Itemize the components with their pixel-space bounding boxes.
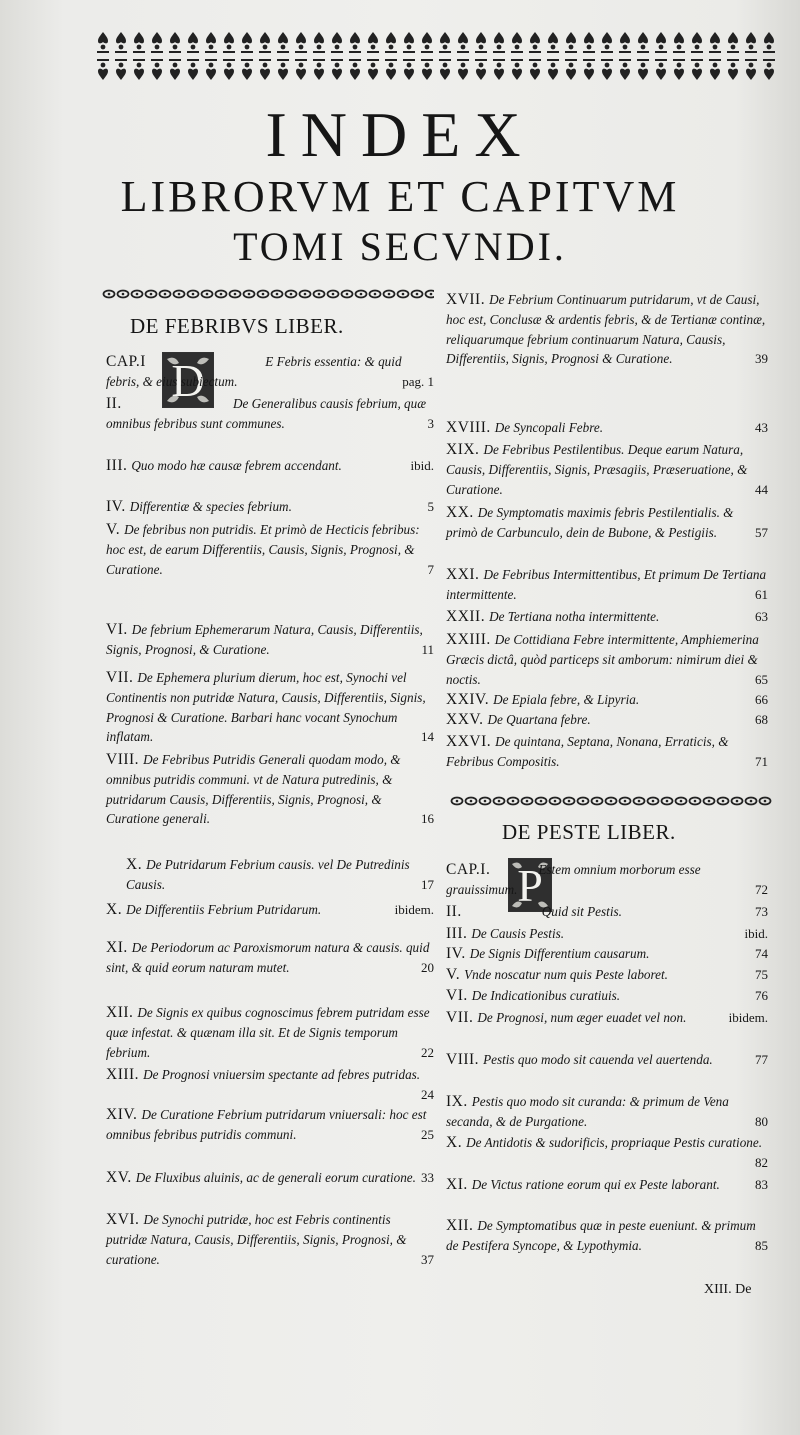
page-reference: 25 [421,1126,434,1142]
chapter-title: De Quartana febre. [487,712,591,727]
chapter-title: De Fluxibus aluinis, ac de generali eorum curatione. [135,1170,416,1185]
chapter-number: VI. [106,621,128,638]
chapter-number: XXV. [446,711,484,728]
page-reference: ibidem. [394,902,434,917]
page-reference: 83 [755,1177,768,1192]
dropcap-letter-p: P [517,859,543,911]
toc-entry [446,503,768,543]
chapter-title: De Periodorum ac Paroxismorum natura & causis. quid sint, & quid eorum naturam mutet. [106,940,430,975]
page-reference: 39 [755,351,768,367]
chapter-title: De Febribus Putridis Generali quodam modo, & omnibus putridis communi. vt de Natura putredinis, & putridarum Causis, Differentiis, Signis, Prognosi, & Curatione generali. [106,752,401,827]
chapter-title: De Differentiis Febrium Putridarum. [126,902,322,917]
chapter-title: De Syncopali Febre. [494,420,604,435]
toc-entry [446,1008,768,1028]
index-subtitle-volume: TOMI SECVNDI. [233,224,567,269]
chapter-title: Vnde noscatur num quis Peste laboret. [464,967,668,982]
page-reference: 20 [421,959,434,975]
chapter-title: E Febris essentia: & quid febris, & eius subiectum. [106,354,402,389]
page-reference: 22 [421,1044,434,1060]
toc-entry [126,855,434,895]
dropcap-letter-d: D [171,354,205,406]
chapter-title: De Putridarum Febrium causis. vel De Putredinis Causis. [126,857,410,892]
page-reference: ibid. [744,926,768,941]
toc-entry [106,668,434,747]
page-reference: 65 [755,671,768,687]
toc-entry [446,944,768,964]
toc-entry [106,1210,434,1269]
page-reference: 66 [755,692,768,707]
chapter-title: De Curatione Febrium putridarum vniuersali: hoc est omnibus febribus putridis communi. [106,1107,427,1142]
toc-entry [106,620,434,660]
chapter-title: Quo modo hæ causæ febrem accendant. [131,458,342,473]
chapter-title: De Prognosi vniuersim spectante ad febres putridas. [143,1067,421,1082]
section-title-febribus: DE FEBRIBVS LIBER. [130,314,344,338]
chapter-number: VIII. [106,751,140,768]
page-reference: 33 [421,1170,434,1185]
toc-entry [446,565,768,605]
chapter-number: II. [446,903,462,920]
chapter-number: XV. [106,1169,132,1186]
chapter-number: X. [126,856,143,873]
chapter-title: De febrium Ephemerarum Natura, Causis, Differentiis, Signis, Prognosi, & Curatione. [106,622,423,657]
toc-entry [106,1168,434,1188]
chapter-number: XXII. [446,608,486,625]
page-reference: 17 [421,876,434,892]
page-reference: 57 [755,524,768,540]
page-reference: 24 [421,1086,434,1102]
chapter-title: De Febribus Pestilentibus. Deque earum Natura, Causis, Differentiis, Signis, Præsagiis, Præseruatione, & Curatione. [446,442,748,497]
chapter-number: III. [446,925,468,942]
toc-entry [446,607,768,627]
chapter-number: XX. [446,504,474,521]
chapter-title: De Antidotis & sudorificis, propriaque Pestis curatione. [466,1135,763,1150]
chapter-title: Pestis quo modo sit cauenda vel auertenda. [483,1052,713,1067]
page-reference: 44 [755,481,768,497]
chapter-title: De Signis Differentium causarum. [469,946,650,961]
toc-entry [446,418,768,438]
chapter-title: Quid sit Pestis. [541,904,622,919]
page-reference: ibidem. [728,1010,768,1025]
page-reference: 14 [421,729,434,745]
toc-entry [446,710,768,730]
chapter-title: De febribus non putridis. Et primò de Hecticis febribus: hoc est, de earum Differentiis, Causis, Signis, Prognosi, & Curatione. [106,522,420,577]
toc-entry [446,732,768,772]
chapter-number: XI. [446,1176,468,1193]
page-reference: 11 [421,641,434,657]
toc-entry [446,440,768,499]
page-reference: 76 [755,988,768,1003]
page-reference: 80 [755,1113,768,1129]
chapter-title: De Victus ratione eorum qui ex Peste laborant. [471,1177,720,1192]
toc-entry [106,1105,434,1145]
chapter-number: CAP.I [106,353,146,370]
toc-entry [446,1050,768,1070]
chapter-title: De Febribus Intermittentibus, Et primum De Tertiana intermittente. [446,567,767,602]
toc-entry [446,1092,768,1132]
ornament-divider-left [102,289,434,299]
page-reference: 5 [427,499,434,514]
toc-entry [446,965,768,985]
chapter-title: De Indicationibus curatiuis. [471,988,621,1003]
page-reference: 75 [755,967,768,982]
chapter-title: De Febrium Continuarum putridarum, vt de Causi, hoc est, Conclusæ & ardentis febris, & de Tertianæ continæ, reliquarumque febrium continuarum Natura, Causis, Differentiis, Signis, Prognosi & Curatione. [446,292,766,367]
toc-entry [106,456,434,476]
chapter-number: XXIV. [446,691,490,708]
page-reference: 61 [755,586,768,602]
chapter-number: XIX. [446,441,480,458]
chapter-title: De quintana, Septana, Nonana, Erraticis, & Febribus Compositis. [446,734,729,769]
page-reference: 71 [755,753,768,769]
toc-entry [106,938,434,978]
toc-entry [446,1133,768,1173]
toc-entry [446,630,768,689]
chapter-number: X. [106,901,123,918]
page-reference: 37 [421,1251,434,1267]
chapter-title: Estem omnium morborum esse grauissimum. [446,862,701,897]
toc-entry [446,860,768,900]
page-reference: 82 [755,1154,768,1170]
page-reference: 16 [421,811,434,827]
toc-entry [106,352,434,392]
toc-entry [106,900,434,920]
catchword: XIII. De [704,1282,752,1297]
chapter-number: XII. [106,1004,134,1021]
page-reference: 85 [755,1237,768,1253]
toc-entry [446,986,768,1006]
chapter-number: XVI. [106,1211,140,1228]
chapter-number: VII. [106,669,134,686]
ornamental-header-band [94,30,778,86]
index-subtitle: LIBRORVM ET CAPITVM [120,172,680,221]
chapter-title: De Synochi putridæ, hoc est Febris continentis putridæ Natura, Causis, Differentiis, Signis, Prognosi, & curatione. [106,1212,407,1267]
toc-entry [446,902,768,922]
chapter-title: De Tertiana notha intermittente. [489,609,660,624]
chapter-title: De Epiala febre, & Lipyria. [493,692,640,707]
chapter-number: V. [446,966,461,983]
chapter-title: De Signis ex quibus cognoscimus febrem putridam esse quæ infestat. & quænam illa sit. Et de Signis temporum febrium. [106,1005,430,1060]
toc-entry [106,1065,434,1105]
chapter-number: II. [106,395,122,412]
page-reference: 68 [755,712,768,727]
chapter-number: XVII. [446,291,486,308]
toc-entry [446,290,768,369]
chapter-title: De Ephemera plurium dierum, hoc est, Synochi vel Continentis non putridæ Natura, Causis, Differentiis, Signis, Prognosi & Curatione. Barbari hanc vocant Synochum inflatam. [106,670,426,745]
chapter-title: Differentiæ & species febrium. [129,499,292,514]
chapter-number: VII. [446,1009,474,1026]
chapter-number: XVIII. [446,419,491,436]
chapter-title: De Symptomatibus quæ in peste eueniunt. & primum de Pestifera Syncope, & Lypothymia. [446,1218,756,1253]
chapter-number: XI. [106,939,128,956]
chapter-number: IV. [106,498,126,515]
page-reference: 72 [755,881,768,897]
chapter-title: De Symptomatis maximis febris Pestilentialis. & primò de Carbunculo, dein de Bubone, & Pestigiis. [446,505,734,540]
page-reference: 63 [755,609,768,624]
chapter-number: VIII. [446,1051,480,1068]
chapter-number: V. [106,521,121,538]
chapter-number: XII. [446,1217,474,1234]
toc-entry [446,1175,768,1195]
chapter-title: Pestis quo modo sit curanda: & primum de Vena secanda, & de Purgatione. [446,1094,729,1129]
chapter-title: De Causis Pestis. [471,926,565,941]
chapter-title: De Prognosi, num æger euadet vel non. [477,1010,687,1025]
page-reference: 74 [755,946,768,961]
chapter-number: CAP.I. [446,861,491,878]
page-reference: 43 [755,420,768,435]
chapter-number: XIII. [106,1066,140,1083]
toc-entry [106,520,434,579]
toc-entry [106,497,434,517]
toc-entry [106,394,434,434]
page-reference: 3 [427,415,434,431]
ornament-divider-right [450,796,772,806]
page-reference: 73 [755,904,768,919]
chapter-number: X. [446,1134,463,1151]
page-reference: ibid. [410,458,434,473]
chapter-number: IX. [446,1093,468,1110]
index-title: INDEX [265,99,535,170]
chapter-number: VI. [446,987,468,1004]
toc-entry [446,690,768,710]
page-reference: pag. 1 [402,373,434,389]
chapter-number: XXVI. [446,733,492,750]
chapter-title: De Cottidiana Febre intermittente, Amphiemerina Græcis dictâ, quòd particeps sit amborum: nimirum diei & noctis. [446,632,759,687]
page-reference: 7 [427,561,434,577]
chapter-number: XIV. [106,1106,138,1123]
chapter-title: De Generalibus causis febrium, quæ omnibus febribus sunt communes. [106,396,427,431]
toc-entry [106,750,434,829]
chapter-number: XXI. [446,566,480,583]
toc-entry [106,1003,434,1062]
chapter-number: XXIII. [446,631,491,648]
page-reference: 77 [755,1052,768,1067]
section-title-peste: DE PESTE LIBER. [502,820,676,844]
toc-entry [446,1216,768,1256]
chapter-number: IV. [446,945,466,962]
chapter-number: III. [106,457,128,474]
toc-entry [446,924,768,944]
